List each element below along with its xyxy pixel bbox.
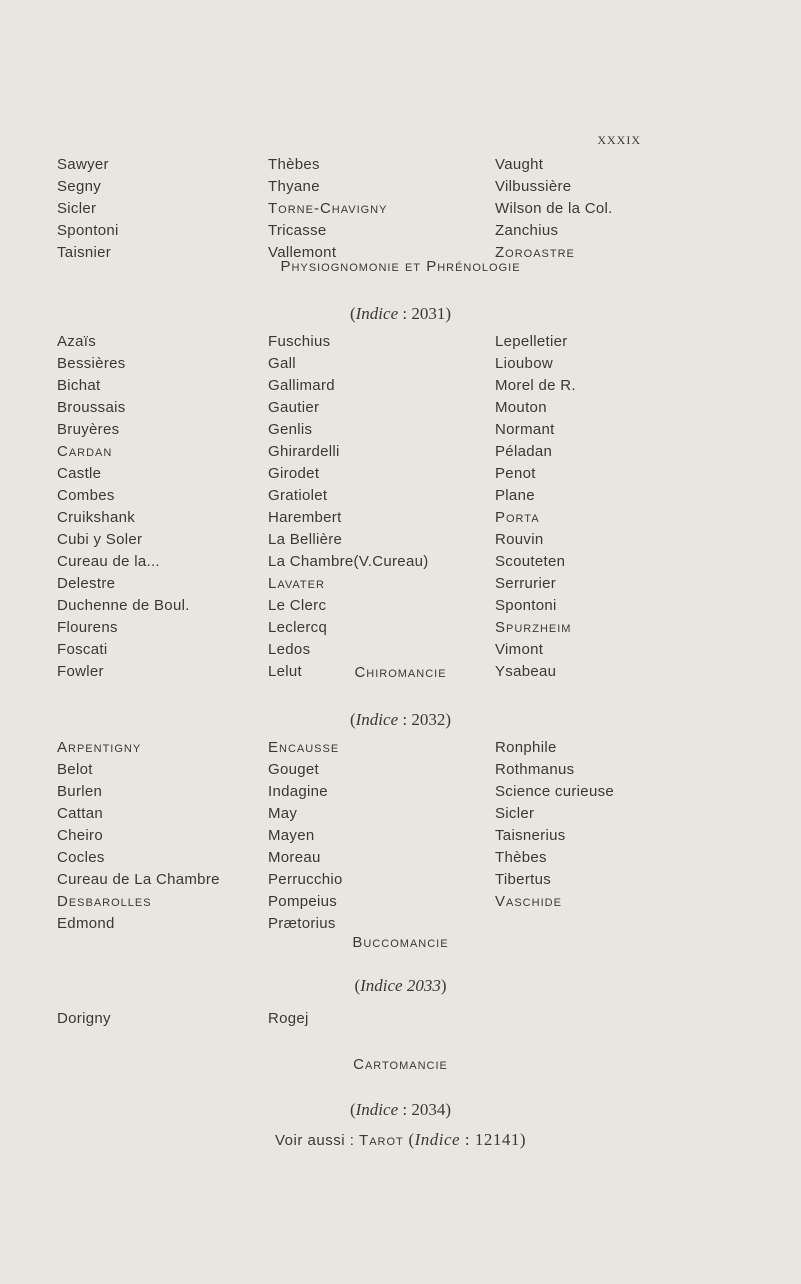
list-item: Genlis <box>268 421 313 438</box>
list-item: Bichat <box>57 377 101 394</box>
list-item: Cardan <box>57 443 113 460</box>
indice-label: Indice <box>355 710 399 729</box>
list-item: Broussais <box>57 399 126 416</box>
list-item: Taisnier <box>57 244 112 261</box>
list-item: Thèbes <box>495 849 547 866</box>
section-heading-buccomancie: Buccomancie <box>352 934 449 951</box>
see-also-indice-value: 12141 <box>474 1130 520 1149</box>
column-2 <box>268 154 387 264</box>
list-item: Indagine <box>268 783 328 800</box>
list-item: Zoroastre <box>495 244 575 261</box>
indice-buccomancie: (Indice 2033) <box>354 976 447 995</box>
list-item: Fowler <box>57 663 104 680</box>
list-item: Torne-Chavigny <box>268 200 388 217</box>
page-number: XXXIX <box>597 133 641 147</box>
section-heading-cartomancie: Cartomancie <box>353 1056 448 1073</box>
list-item: Fuschius <box>268 333 331 350</box>
list-item: Gall <box>268 355 296 372</box>
list-item: Tricasse <box>268 222 327 239</box>
indice-cartomancie: (Indice : 2034) <box>349 1100 452 1119</box>
list-item: Science curieuse <box>495 783 615 800</box>
list-item: Cureau de La Chambre <box>57 871 220 888</box>
column-3 <box>495 331 576 683</box>
list-item: Cattan <box>57 805 103 822</box>
list-item: Duchenne de Boul. <box>57 597 190 614</box>
list-item: Tibertus <box>495 871 552 888</box>
list-item: Belot <box>57 761 93 778</box>
column-3 <box>495 737 614 913</box>
list-item: Ghirardelli <box>268 443 340 460</box>
list-item: Cocles <box>57 849 105 866</box>
list-item: Prætorius <box>268 915 336 932</box>
list-item: Péladan <box>495 443 553 460</box>
list-item: Plane <box>495 487 535 504</box>
indice-value: 2032 <box>411 710 446 729</box>
see-also-prefix: Voir aussi : <box>275 1132 355 1149</box>
see-also-line: Voir aussi : Tarot (Indice : 12141) <box>275 1130 526 1149</box>
list-item: Lioubow <box>495 355 553 372</box>
list-item: Cruikshank <box>57 509 136 526</box>
list-item: Vimont <box>495 641 544 658</box>
indice-physiognomonie: (Indice : 2031) <box>349 304 452 323</box>
list-item: Castle <box>57 465 102 482</box>
list-item: Delestre <box>57 575 116 592</box>
list-item: Encausse <box>268 739 340 756</box>
list-item: Spurzheim <box>495 619 572 636</box>
list-item: Bessières <box>57 355 126 372</box>
list-item: Leclercq <box>268 619 328 636</box>
list-item: Arpentigny <box>57 739 142 756</box>
list-item: Taisnerius <box>495 827 566 844</box>
list-item: Sawyer <box>57 156 109 173</box>
list-item: Dorigny <box>57 1010 111 1027</box>
list-item: Mayen <box>268 827 315 844</box>
list-item: Burlen <box>57 783 103 800</box>
list-item: Wilson de la Col. <box>495 200 613 217</box>
list-item: Edmond <box>57 915 115 932</box>
list-item: Combes <box>57 487 115 504</box>
see-also-target: Tarot <box>359 1132 404 1149</box>
column-2 <box>268 737 343 935</box>
section-heading-chiromancie: Chiromancie <box>354 664 447 681</box>
list-item: Ysabeau <box>495 663 557 680</box>
list-item: La Chambre(V.Cureau) <box>268 553 429 570</box>
list-item: Thyane <box>268 178 320 195</box>
list-item: Cureau de la... <box>57 553 160 570</box>
list-item: Morel de R. <box>495 377 576 394</box>
list-item: Gouget <box>268 761 320 778</box>
column-1 <box>57 1008 111 1030</box>
indice-value: 2034 <box>411 1100 446 1119</box>
list-item: Sicler <box>57 200 97 217</box>
list-item: Lelut <box>268 663 303 680</box>
list-item: Perrucchio <box>268 871 343 888</box>
indice-value: 2031 <box>411 304 446 323</box>
list-item: Rothmanus <box>495 761 575 778</box>
list-item: Spontoni <box>495 597 557 614</box>
list-item: Sicler <box>495 805 535 822</box>
list-item: Rogej <box>268 1010 309 1027</box>
column-2 <box>268 331 429 683</box>
column-1 <box>57 154 119 264</box>
list-item: Normant <box>495 421 555 438</box>
list-item: Thèbes <box>268 156 320 173</box>
list-item: Le Clerc <box>268 597 327 614</box>
list-item: Ledos <box>268 641 311 658</box>
list-item: La Bellière <box>268 531 343 548</box>
list-item: Flourens <box>57 619 118 636</box>
indice-label: Indice <box>360 976 403 995</box>
list-item: Zanchius <box>495 222 559 239</box>
list-item: Girodet <box>268 465 320 482</box>
list-item: Cubi y Soler <box>57 531 143 548</box>
see-also-indice-label: Indice <box>414 1130 461 1149</box>
list-item: Vaschide <box>495 893 562 910</box>
list-item: Vallemont <box>268 244 337 261</box>
indice-value: 2033 <box>406 976 441 995</box>
section-heading-physiognomonie: Physiognomonie et Phrénologie <box>280 258 521 275</box>
list-item: Gallimard <box>268 377 335 394</box>
list-item: Moreau <box>268 849 321 866</box>
list-item: Bruyères <box>57 421 120 438</box>
list-item: May <box>268 805 298 822</box>
list-item: Mouton <box>495 399 547 416</box>
column-2 <box>268 1008 309 1030</box>
list-item: Spontoni <box>57 222 119 239</box>
list-item: Porta <box>495 509 540 526</box>
column-1 <box>57 331 190 683</box>
list-item: Foscati <box>57 641 108 658</box>
list-item: Scouteten <box>495 553 566 570</box>
list-item: Segny <box>57 178 102 195</box>
list-item: Cheiro <box>57 827 103 844</box>
list-item: Pompeius <box>268 893 338 910</box>
indice-label: Indice <box>355 1100 399 1119</box>
indice-chiromancie: (Indice : 2032) <box>349 710 452 729</box>
list-item: Vaught <box>495 156 544 173</box>
list-item: Azaïs <box>57 333 97 350</box>
indice-label: Indice <box>355 304 399 323</box>
list-item: Gratiolet <box>268 487 328 504</box>
list-item: Vilbussière <box>495 178 572 195</box>
list-item: Penot <box>495 465 536 482</box>
list-item: Serrurier <box>495 575 557 592</box>
column-3 <box>495 154 613 264</box>
list-item: Gautier <box>268 399 320 416</box>
list-item: Ronphile <box>495 739 557 756</box>
list-item: Desbarolles <box>57 893 152 910</box>
list-item: Rouvin <box>495 531 544 548</box>
list-item: Harembert <box>268 509 342 526</box>
list-item: Lavater <box>268 575 325 592</box>
list-item: Lepelletier <box>495 333 568 350</box>
column-1 <box>57 737 220 935</box>
